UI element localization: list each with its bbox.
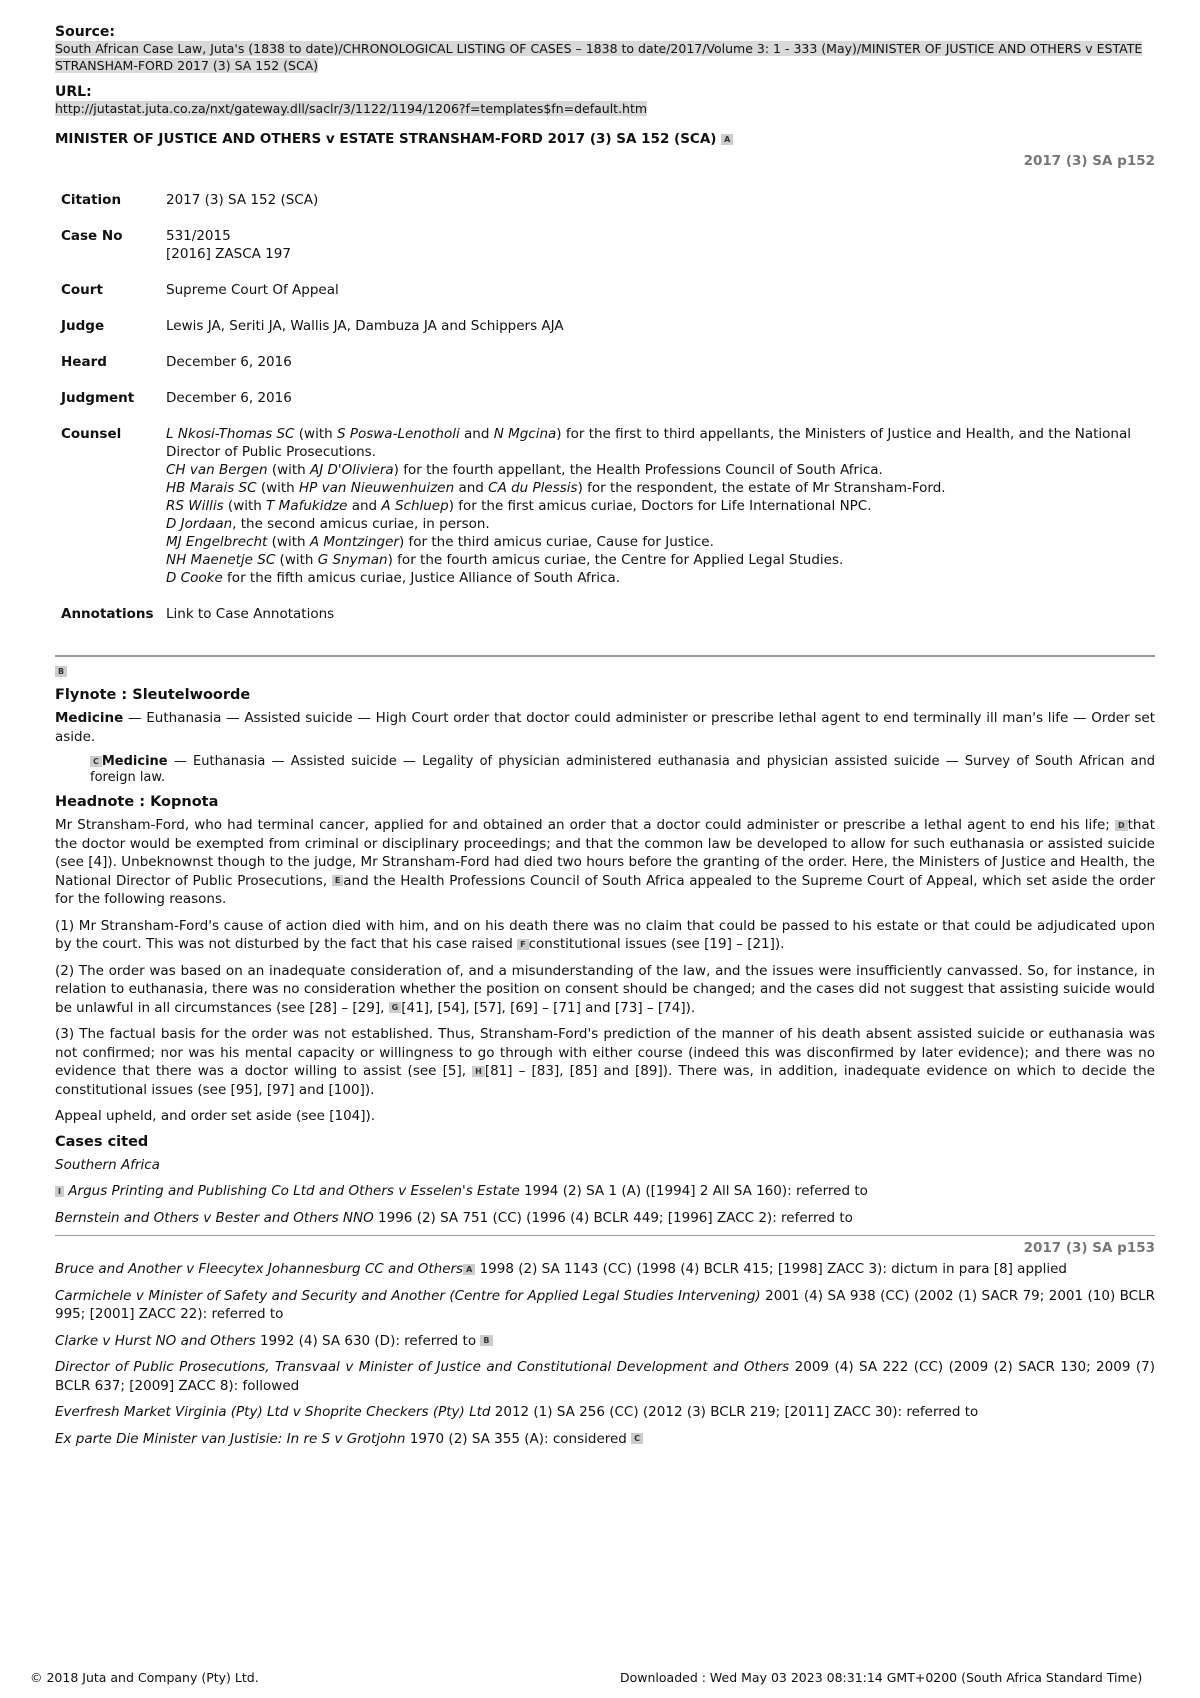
caseno-value: 531/2015	[166, 228, 231, 244]
judge-key: Judge	[61, 318, 105, 334]
judgment-value: December 6, 2016	[166, 390, 292, 406]
page-reference: 2017 (3) SA p153	[1023, 1240, 1155, 1256]
court-key: Court	[61, 282, 103, 298]
counsel-key: Counsel	[61, 426, 122, 442]
headnote-heading: Headnote : Kopnota	[55, 794, 219, 810]
flynote-para-1: Medicine — Euthanasia — Assisted suicide — High Court order that doctor could administer or prescribe lethal agent to end terminally ill man's life — Order set aside.	[55, 710, 1155, 745]
page-reference: 2017 (3) SA p152	[1023, 153, 1155, 169]
citation-key: Citation	[61, 192, 122, 208]
case-citation: Ex parte Die Minister van Justisie: In re S v Grotjohn 1970 (2) SA 355 (A): considered C	[55, 1430, 1155, 1449]
cases-region: Southern Africa	[55, 1156, 160, 1173]
page-break-divider	[55, 1235, 1155, 1236]
page-footer	[30, 1670, 1190, 1685]
case-title: MINISTER OF JUSTICE AND OTHERS v ESTATE STRANSHAM-FORD 2017 (3) SA 152 (SCA)	[55, 131, 717, 147]
headnote-para-3: (2) The order was based on an inadequate consideration of, and a misunderstanding of the law, and the issues were insufficiently canvassed. So, for instance, in relation to euthanasia, there was no consideration whether the position on consent should be changed; and the cases did not suggest that assisting suicide would be unlawful in all circumstances (see [28] – [29], G [41], [54], [57], [69] – [71] and [73] – [74]).	[55, 962, 1155, 1016]
margin-marker-a: A	[721, 134, 733, 145]
case-citation: Bruce and Another v Fleecytex Johannesburg CC and Others A 1998 (2) SA 1143 (CC) (1998 (4) BCLR 415; [1998] ZACC 3): dictum in para [8] applied	[55, 1261, 1067, 1277]
case-citation: Clarke v Hurst NO and Others 1992 (4) SA 630 (D): referred to B	[55, 1332, 1155, 1351]
court-value: Supreme Court Of Appeal	[166, 282, 339, 298]
citation-row	[61, 191, 1155, 227]
source-label: Source:	[55, 24, 115, 40]
citation-value: 2017 (3) SA 152 (SCA)	[166, 192, 319, 208]
document-page	[55, 24, 1155, 1456]
judge-value: Lewis JA, Seriti JA, Wallis JA, Dambuza JA and Schippers AJA	[166, 318, 564, 334]
headnote-para-1: Mr Stransham-Ford, who had terminal cancer, applied for and obtained an order that a doctor could administer or prescribe a lethal agent to end his life; D that the doctor would be exempted from criminal or disciplinary proceedings; and that the common law be developed to allow for such euthanasia or assisted suicide (see [4]). Unbeknownst though to the judge, Mr Stransham-Ford had died two hours before the granting of the order. Here, the Ministers of Justice and Health, the National Director of Public Prosecutions, E and the Health Professions Council of South Africa appealed to the Supreme Court of Appeal, which set aside the order for the following reasons.	[55, 817, 1156, 907]
headnote-para-5: Appeal upheld, and order set aside (see [104]).	[55, 1108, 376, 1124]
counsel-row	[61, 425, 1155, 605]
court-row	[61, 281, 1155, 317]
judge-row	[61, 317, 1155, 353]
copyright-text: © 2018 Juta and Company (Pty) Ltd.	[30, 1670, 259, 1685]
flynote-para-2: C Medicine — Euthanasia — Assisted suicide — Legality of physician administered euthanasia and physician assisted suicide — Survey of South African and foreign law.	[90, 754, 1155, 785]
counsel-value: L Nkosi-Thomas SC (with S Poswa-Lenotholi and N Mgcina) for the first to third appellants, the Ministers of Justice and Health, and the National Director of Public Prosecutions. CH van Bergen (with AJ D'Oliviera) for the fourth appellant, the Health Professions Council of South Africa. HB Marais SC (with HP van Nieuwenhuizen and CA du Plessis) for the respondent, the estate of Mr Stransham-Ford. RS Willis (with T Mafukidze and A Schluep) for the first amicus curiae, Doctors for Life International NPC. D Jordaan, the second amicus curiae, in person. MJ Engelbrecht (with A Montzinger) for the third amicus curiae, Cause for Justice. NH Maenetje SC (with G Snyman) for the fourth amicus curiae, the Centre for Applied Legal Studies. D Cooke for the fifth amicus curiae, Justice Alliance of South Africa.	[166, 426, 1131, 586]
heard-value: December 6, 2016	[166, 354, 292, 370]
case-citation: Carmichele v Minister of Safety and Security and Another (Centre for Applied Legal Studies Intervening) 2001 (4) SA 938 (CC) (2002 (1) SACR 79; 2001 (10) BCLR 995; [2001] ZACC 22): referred to	[55, 1287, 1156, 1322]
url-label: URL:	[55, 84, 92, 100]
margin-marker-b: B	[55, 666, 67, 677]
headnote-para-2: (1) Mr Stransham-Ford's cause of action died with him, and on his death there was no claim that could be passed to his estate or that could be adjudicated upon by the court. This was not disturbed by the fact that his case raised F constitutional issues (see [19] – [21]).	[55, 917, 1155, 952]
heard-key: Heard	[61, 354, 107, 370]
case-metadata-table	[61, 191, 1155, 641]
caseno-neutral-citation: [2016] ZASCA 197	[166, 246, 291, 262]
heard-row	[61, 353, 1155, 389]
case-citation: Director of Public Prosecutions, Transvaal v Minister of Justice and Constitutional Development and Others 2009 (4) SA 222 (CC) (2009 (2) SACR 130; 2009 (7) BCLR 637; [2009] ZACC 8): followed	[55, 1359, 1155, 1394]
judgment-key: Judgment	[61, 390, 135, 406]
case-citation: I Argus Printing and Publishing Co Ltd and Others v Esselen's Estate 1994 (2) SA 1 (A) ([1994] 2 All SA 160): referred to	[55, 1182, 1155, 1201]
judgment-row	[61, 389, 1155, 425]
case-citation: Everfresh Market Virginia (Pty) Ltd v Shoprite Checkers (Pty) Ltd 2012 (1) SA 256 (CC) (2012 (3) BCLR 219; [2011] ZACC 30): referred to	[55, 1404, 979, 1420]
case-citation: Bernstein and Others v Bester and Others NNO 1996 (2) SA 751 (CC) (1996 (4) BCLR 449; [1996] ZACC 2): referred to	[55, 1209, 853, 1226]
cases-cited-heading: Cases cited	[55, 1133, 149, 1150]
caseno-row	[61, 227, 1155, 281]
caseno-key: Case No	[61, 228, 123, 244]
flynote-heading: Flynote : Sleutelwoorde	[55, 687, 251, 703]
annotations-key: Annotations	[61, 606, 154, 622]
headnote-para-4: (3) The factual basis for the order was not established. Thus, Stransham-Ford's prediction of the manner of his death absent assisted suicide or euthanasia was not confirmed; nor was his mental capacity or willingness to go through with either course (indeed this was disconfirmed by later evidence); and there was no evidence that there was a doctor willing to assist (see [5], H [81] – [83], [85] and [89]). There was, in addition, inadequate evidence on which to decide the constitutional issues (see [95], [97] and [100]).	[55, 1026, 1155, 1098]
section-divider	[55, 655, 1155, 657]
annotations-row	[61, 605, 1155, 641]
source-text: South African Case Law, Juta's (1838 to date)/CHRONOLOGICAL LISTING OF CASES – 1838 to date/2017/Volume 3: 1 - 333 (May)/MINISTER OF JUSTICE AND OTHERS v ESTATE STRANSHAM-FORD 2017 (3) SA 152 (SCA)	[55, 41, 1143, 73]
case-annotations-link[interactable]: Link to Case Annotations	[166, 606, 335, 622]
url-link[interactable]: http://jutastat.juta.co.za/nxt/gateway.dll/saclr/3/1122/1194/1206?f=templates$fn=default.htm	[55, 101, 648, 116]
download-timestamp: Downloaded : Wed May 03 2023 08:31:14 GMT+0200 (South Africa Standard Time)	[620, 1670, 1143, 1685]
